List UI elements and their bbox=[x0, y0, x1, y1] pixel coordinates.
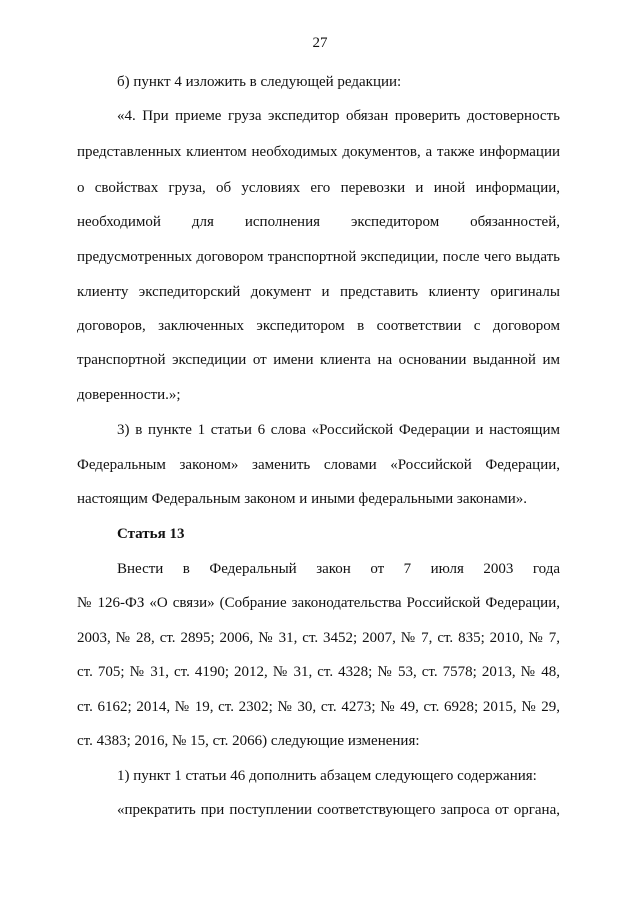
text-line: «4. При приеме груза экспедитор обязан проверить достоверность bbox=[117, 108, 560, 124]
text-line: 3) в пункте 1 статьи 6 слова «Российской Федерации и настоящим bbox=[117, 422, 560, 438]
text-line: договоров, заключенных экспедитором в соответствии с договором bbox=[77, 318, 560, 334]
text-line: ст. 4383; 2016, № 15, ст. 2066) следующие изменения: bbox=[77, 733, 420, 749]
text-line: клиенту экспедиторский документ и представить клиенту оригиналы bbox=[77, 284, 560, 300]
article-heading: Статья 13 bbox=[117, 526, 185, 542]
text-line: б) пункт 4 изложить в следующей редакции: bbox=[117, 74, 402, 90]
text-line: необходимой для исполнения экспедитором обязанностей, bbox=[77, 214, 560, 230]
text-line: настоящим Федеральным законом и иными федеральными законами». bbox=[77, 491, 527, 507]
text-line: о свойствах груза, об условиях его перевозки и иной информации, bbox=[77, 180, 560, 196]
text-line: Федеральным законом» заменить словами «Российской Федерации, bbox=[77, 457, 560, 473]
text-line: 1) пункт 1 статьи 46 дополнить абзацем следующего содержания: bbox=[117, 768, 537, 784]
page-number: 27 bbox=[312, 35, 328, 51]
text-line: ст. 6162; 2014, № 19, ст. 2302; № 30, ст. 4273; № 49, ст. 6928; 2015, № 29, bbox=[77, 699, 560, 715]
text-line: представленных клиентом необходимых документов, а также информации bbox=[77, 144, 560, 160]
text-line: ст. 705; № 31, ст. 4190; 2012, № 31, ст. 4328; № 53, ст. 7578; 2013, № 48, bbox=[77, 664, 560, 680]
text-line: доверенности.»; bbox=[77, 387, 181, 403]
text-line: 2003, № 28, ст. 2895; 2006, № 31, ст. 3452; 2007, № 7, ст. 835; 2010, № 7, bbox=[77, 630, 560, 646]
text-line: Внести в Федеральный закон от 7 июля 2003 года bbox=[117, 561, 560, 577]
text-line: предусмотренных договором транспортной экспедиции, после чего выдать bbox=[77, 249, 560, 265]
text-line: «прекратить при поступлении соответствующего запроса от органа, bbox=[117, 802, 560, 818]
text-line: № 126-ФЗ «О связи» (Собрание законодательства Российской Федерации, bbox=[77, 595, 560, 611]
text-line: транспортной экспедиции от имени клиента на основании выданной им bbox=[77, 352, 560, 368]
